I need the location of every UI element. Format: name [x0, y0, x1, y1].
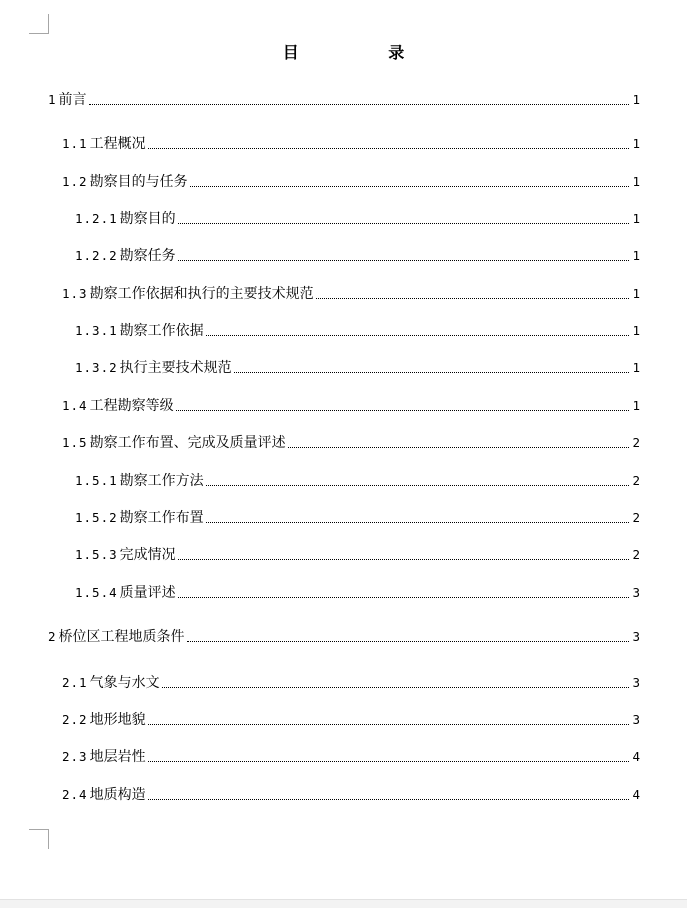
toc-entry-number: 1.4 [62, 398, 88, 413]
toc-entry-number: 1.5.2 [75, 510, 118, 525]
toc-entry-number: 1.5.4 [75, 585, 118, 600]
toc-entry-text: 气象与水文 [89, 675, 160, 691]
crop-mark-bottom-left [29, 829, 49, 849]
toc-dot-leader [89, 103, 629, 105]
toc-entry-text: 地层岩性 [89, 749, 146, 765]
toc-entry-number: 2.1 [62, 675, 88, 690]
toc-dot-leader [178, 222, 629, 224]
toc-entry-page-number: 2 [632, 547, 640, 562]
toc-entry-text: 勘察目的与任务 [89, 174, 188, 190]
toc-entry-text: 勘察任务 [119, 248, 176, 264]
toc-entry-page-number: 1 [632, 92, 640, 107]
toc-entry-text: 工程勘察等级 [89, 398, 174, 414]
toc-dot-leader [288, 446, 629, 448]
toc-entry-number: 2.2 [62, 712, 88, 727]
toc-entry-number: 2.4 [62, 787, 88, 802]
toc-entry-page-number: 3 [632, 675, 640, 690]
toc-entry[interactable] [75, 545, 640, 563]
toc-title: 目 录 [282, 43, 447, 62]
toc-dot-leader [148, 723, 629, 725]
toc-entry-page-number: 3 [632, 585, 640, 600]
toc-entry-text: 前言 [58, 92, 87, 108]
toc-dot-leader [178, 596, 629, 598]
toc-entry-page-number: 2 [632, 473, 640, 488]
toc-entry-text: 勘察工作依据 [119, 323, 204, 339]
toc-dot-leader [206, 484, 629, 486]
toc-entry-page-number: 1 [632, 323, 640, 338]
toc-entry-number: 1.5 [62, 435, 88, 450]
toc-entry-number: 1.5.3 [75, 547, 118, 562]
toc-dot-leader [190, 185, 629, 187]
toc-entry-text: 勘察工作布置 [119, 510, 204, 526]
toc-entry[interactable] [48, 90, 640, 108]
toc-entry-text: 勘察工作依据和执行的主要技术规范 [89, 286, 314, 302]
crop-mark-top-left [29, 14, 49, 34]
toc-dot-leader [316, 297, 629, 299]
toc-entry[interactable] [62, 284, 640, 302]
toc-dot-leader [206, 334, 629, 336]
toc-entry-number: 1.3.2 [75, 360, 118, 375]
toc-dot-leader [206, 521, 629, 523]
toc-entry-number: 1.3.1 [75, 323, 118, 338]
toc-entry-text: 执行主要技术规范 [119, 360, 232, 376]
toc-dot-leader [148, 798, 629, 800]
toc-entry-number: 2 [48, 629, 57, 644]
toc-entry-number: 1.2.1 [75, 211, 118, 226]
toc-entry-page-number: 1 [632, 398, 640, 413]
toc-entry-page-number: 1 [632, 136, 640, 151]
toc-entry-text: 勘察工作方法 [119, 473, 204, 489]
toc-entry[interactable] [62, 433, 640, 451]
toc-entry-page-number: 1 [632, 211, 640, 226]
toc-entry-number: 1.1 [62, 136, 88, 151]
toc-entry[interactable] [62, 747, 640, 765]
toc-dot-leader [176, 409, 629, 411]
toc-entry[interactable] [62, 710, 640, 728]
toc-entry[interactable] [75, 471, 640, 489]
toc-dot-leader [178, 558, 629, 560]
toc-entry-text: 质量评述 [119, 585, 176, 601]
toc-dot-leader [162, 686, 629, 688]
toc-dot-leader [148, 760, 629, 762]
toc-entry-page-number: 2 [632, 510, 640, 525]
toc-entry[interactable] [48, 627, 640, 645]
toc-entry-text: 地质构造 [89, 787, 146, 803]
toc-entry-page-number: 1 [632, 174, 640, 189]
toc-entry[interactable] [75, 583, 640, 601]
toc-entry-page-number: 3 [632, 712, 640, 727]
toc-entry-number: 1.3 [62, 286, 88, 301]
toc-dot-leader [178, 259, 629, 261]
toc-entry[interactable] [75, 321, 640, 339]
page-bottom-edge [0, 899, 687, 908]
toc-entry-page-number: 4 [632, 749, 640, 764]
toc-entry-text: 完成情况 [119, 547, 176, 563]
toc-entry[interactable] [62, 134, 640, 152]
toc-entry-text: 工程概况 [89, 136, 146, 152]
toc-entry-text: 勘察工作布置、完成及质量评述 [89, 435, 286, 451]
toc-entry-text: 地形地貌 [89, 712, 146, 728]
toc-entry[interactable] [62, 673, 640, 691]
toc-entry-number: 1.2 [62, 174, 88, 189]
toc-entry[interactable] [75, 246, 640, 264]
toc-entry-number: 1 [48, 92, 57, 107]
toc-entry-page-number: 4 [632, 787, 640, 802]
toc-entry-number: 1.5.1 [75, 473, 118, 488]
toc-entry-number: 2.3 [62, 749, 88, 764]
toc-entry-page-number: 1 [632, 248, 640, 263]
toc-entry[interactable] [75, 209, 640, 227]
toc-entry-page-number: 1 [632, 286, 640, 301]
toc-dot-leader [234, 371, 629, 373]
toc-entry-text: 勘察目的 [119, 211, 176, 227]
toc-dot-leader [187, 640, 629, 642]
toc-dot-leader [148, 147, 629, 149]
toc-entry-number: 1.2.2 [75, 248, 118, 263]
toc-entry[interactable] [62, 172, 640, 190]
toc-entry-page-number: 2 [632, 435, 640, 450]
toc-entry-text: 桥位区工程地质条件 [58, 629, 185, 645]
toc-entry[interactable] [62, 396, 640, 414]
toc-entry[interactable] [75, 358, 640, 376]
toc-entry[interactable] [75, 508, 640, 526]
toc-entry-page-number: 3 [632, 629, 640, 644]
toc-entry[interactable] [62, 785, 640, 803]
toc-entry-page-number: 1 [632, 360, 640, 375]
